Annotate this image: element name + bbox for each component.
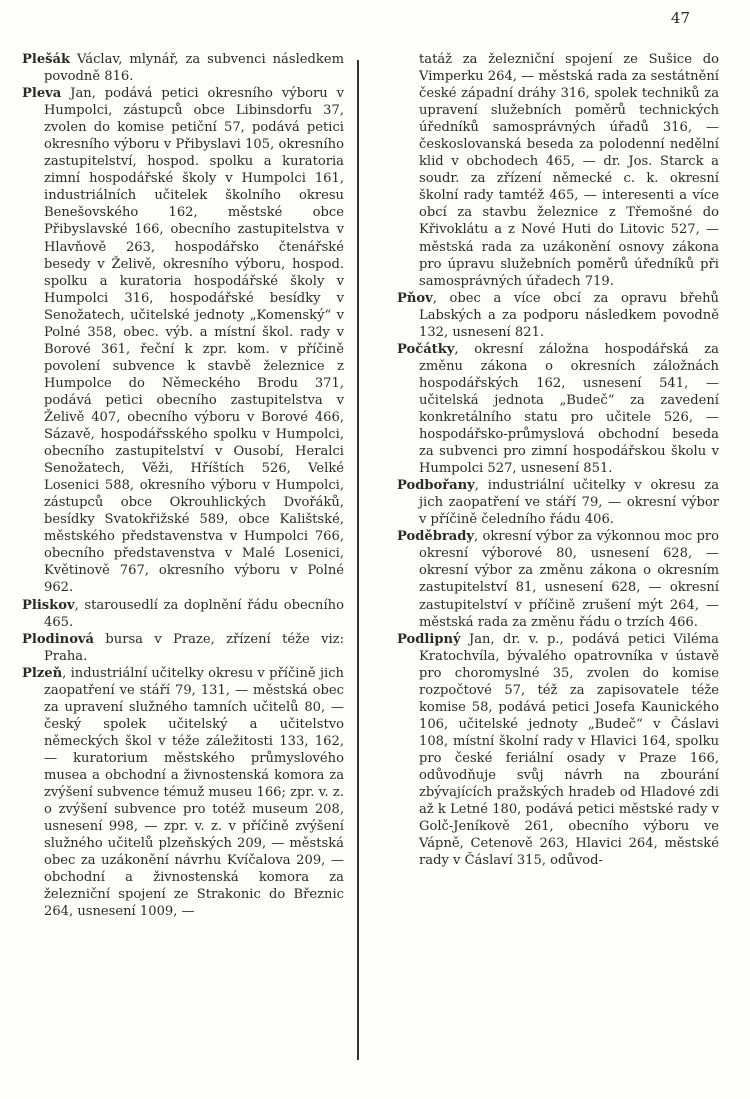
left-column xyxy=(22,51,344,920)
entry-text: , obec a více obcí za opravu břehů Labských a za podporu následkem povodně 132, usnesení 821. xyxy=(419,290,719,340)
index-entry xyxy=(22,631,344,665)
index-entry xyxy=(22,665,344,921)
index-entry xyxy=(22,85,344,596)
entry-headword: Plešák xyxy=(22,52,71,67)
entry-text: Jan, podává petici okresního výboru v Humpolci, zástupců obce Libinsdorfu 37, zvolen do komise petiční 57, podává petici okresního výboru v Přibyslavi 105, okresního zastupitelství, hospod. spolku a kuratoria zimní hospodářské školy v Humpolci 161, industriálních učitelek školního okresu Benešovského 162, městské obce Přibyslavské 166, obecního zastupitelstva v Hlavňově 263, hospodářsko čtenářské besedy v Želivě, okresního výboru, hospod. spolku a kuratoria hospodářské školy v Humpolci 316, hospodářské besídky v Senožatech, učitelské jednoty „Komenský“ v Polné 358, obec. výb. a místní škol. rady v Borové 361, řeční k zpr. kom. v příčině povolení subvence k stavbě železnice z Humpolce do Německého Brodu 371, podává petici obecního zastupitelstva v Želivě 407, obecního výboru v Borové 466, Sázavě, hospodářsského spolku v Humpolci, obecního zastupitelství v Ousobí, Heralci Senožatech, Věži, Hříštích 526, Velké Losenici 588, okresního výboru v Humpolci, zástupců obce Okrouhlických Dvořáků, besídky Svatokřižské 589, obce Kalištské, městského představenstva v Humpolci 766, obecního představenstva v Malé Losenici, Květinově 767, okresního výboru v Polné 962. xyxy=(44,86,344,596)
entry-headword: Pliskov xyxy=(22,597,75,613)
entry-text: , industriální učitelky okresu v příčině jich zaopatření ve stáří 79, 131, — městská obec za upravení služného tamních učitelů 80, — český spolek učitelský a učitelstvo německých škol v téže záležitosti 133, 162, — kuratorium městského průmyslového musea a obchodní a živnostenská komora za zvýšení subvence témuž museu 166; zpr. v. z. o zvýšení subvence pro totéž museum 208, usnesení 998, — zpr. v. z. v příčině zvýšení služného učitelů plzeňských 209, — městská obec za uzákonění návrhu Kvíčalova 209, — obchodní a živnostenská komora za železniční spojení ze Strakonic do Březnic 264, usnesení 1009, — xyxy=(44,665,344,920)
index-entry xyxy=(397,477,719,528)
entry-text: Václav, mlynář, za subvenci následkem povodně 816. xyxy=(44,52,344,85)
index-entry xyxy=(22,51,344,85)
entry-text: , okresní záložna hospodářská za změnu zákona o okresních záložnách hospodářských 162, usnesení 541, — učitelská jednota „Budeč“ za zavedení konkretálního statu pro učitele 526, — hospodářsko-průmyslová obchodní beseda za subvenci pro zimní hospodářskou školu v Humpolci 527, usnesení 851. xyxy=(419,341,719,477)
entry-headword: Plodinová xyxy=(22,631,95,647)
index-entry xyxy=(397,528,719,630)
entry-headword: Podbořany xyxy=(397,478,475,494)
index-entry xyxy=(22,597,344,631)
entry-text: , starousedlí za doplnění řádu obecního 465. xyxy=(44,597,344,630)
index-entry xyxy=(397,290,719,341)
entry-text: , industriální učitelky v okresu za jich zaopatření ve stáří 79, — okresní výbor v příčině čeledního řádu 406. xyxy=(419,478,719,528)
entry-headword: Pňov xyxy=(397,290,433,306)
entry-headword: Poděbrady xyxy=(397,529,475,545)
column-divider xyxy=(357,60,359,1060)
entry-text: Jan, dr. v. p., podává petici Viléma Kratochvíla, bývalého opatrovníka v ústavě pro choromyslné 35, zvolen do komise rozpočtové 57, též za zapisovatele téže komise 58, podává petici Josefa Kaunického 106, učitelské jednoty „Budeč“ v Čáslavi 108, místní školní rady v Hlavici 164, spolku pro české feriální osady v Praze 166, odůvodňuje svůj návrh na zbourání zbývajících pražských hradeb od Hladové zdi až k Letné 180, podává petici městské rady v Golč-Jeníkově 261, obecního výboru ve Vápně, Cetenově 263, Hlavici 264, městské rady v Čáslaví 315, odůvod- xyxy=(419,631,719,869)
entry-text: , okresní výbor za výkonnou moc pro okresní výborové 80, usnesení 628, — okresní výbor za změnu zákona o okresním zastupitelství 81, usnesení 628, — okresní zastupitelství v příčině zrušení mýt 264, — městská rada za změnu řádu o trzích 466. xyxy=(419,529,719,630)
index-entry xyxy=(397,341,719,477)
entry-continuation: tatáž za železniční spojení ze Sušice do Vimperku 264, — městská rada za sestátnění české západní dráhy 316, spolek techniků za upravení služebních poměrů technických úředníků samosprávných úřadů 316, — českoslovanská beseda za polodenní nedělní klid v obchodech 465, — dr. Jos. Starck a soudr. za zřízení německé c. k. okresní školní rady tamtéž 465, — interesenti a více obcí za stavbu železnice z Třemošné do Křivoklátu a z Nové Huti do Litovic 527, — městská rada za uzákonění osnovy zákona pro úpravu služebních poměrů úředníků při samosprávných úřadech 719. xyxy=(419,52,719,289)
entry-headword: Podlipný xyxy=(397,631,461,647)
page-number: 47 xyxy=(670,9,690,27)
right-column xyxy=(397,51,719,869)
index-entry xyxy=(397,631,719,870)
entry-headword: Plzeň xyxy=(22,665,63,681)
entry-headword: Pleva xyxy=(22,86,62,102)
entry-text: bursa v Praze, zřízení téže viz: Praha. xyxy=(44,631,344,664)
entry-headword: Počátky xyxy=(397,341,455,357)
